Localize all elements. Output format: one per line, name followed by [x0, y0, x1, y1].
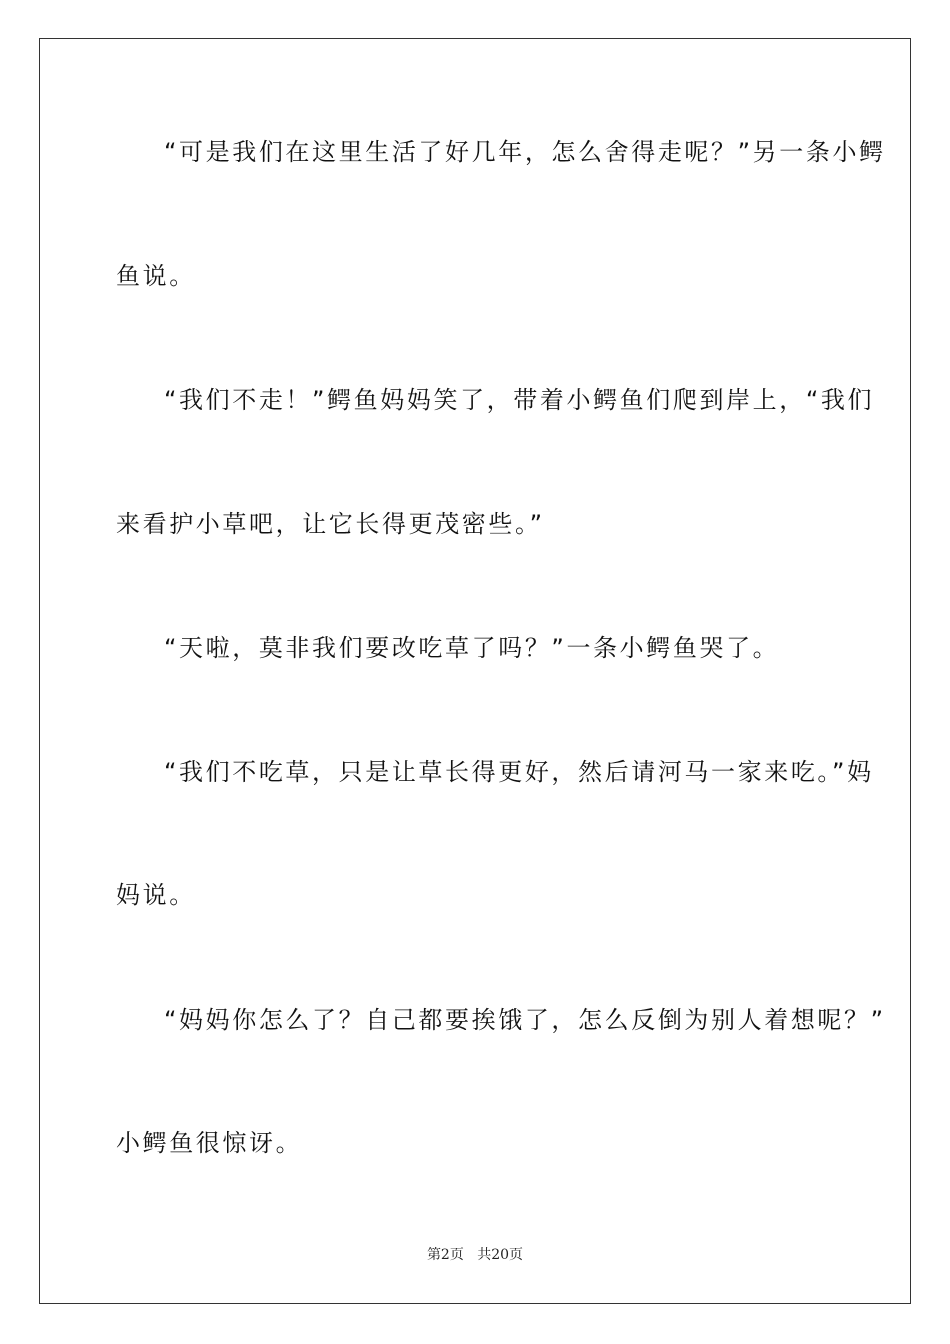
- page-footer: [0, 1244, 950, 1264]
- paragraph-2-line-2: 来看护小草吧，让它长得更茂密些。”: [116, 510, 545, 538]
- paragraph-5-line-2: 小鳄鱼很惊讶。: [116, 1129, 303, 1157]
- total-pages: 共20页: [477, 1247, 524, 1263]
- paragraph-4-line-2: 妈说。: [116, 881, 196, 909]
- paragraph-2-line-1: “我们不走！”鳄鱼妈妈笑了，带着小鳄鱼们爬到岸上，“我们: [164, 386, 875, 414]
- paragraph-3-line-1: “天啦，莫非我们要改吃草了吗？”一条小鳄鱼哭了。: [164, 634, 780, 662]
- page-number: 第2页: [426, 1247, 464, 1263]
- paragraph-1-line-1: “可是我们在这里生活了好几年，怎么舍得走呢？”另一条小鳄: [164, 138, 886, 166]
- paragraph-4-line-1: “我们不吃草，只是让草长得更好，然后请河马一家来吃。”妈: [164, 758, 874, 786]
- paragraph-1-line-2: 鱼说。: [116, 262, 196, 290]
- paragraph-5-line-1: “妈妈你怎么了？自己都要挨饿了，怎么反倒为别人着想呢？”: [164, 1006, 886, 1034]
- page-frame: [39, 38, 911, 1304]
